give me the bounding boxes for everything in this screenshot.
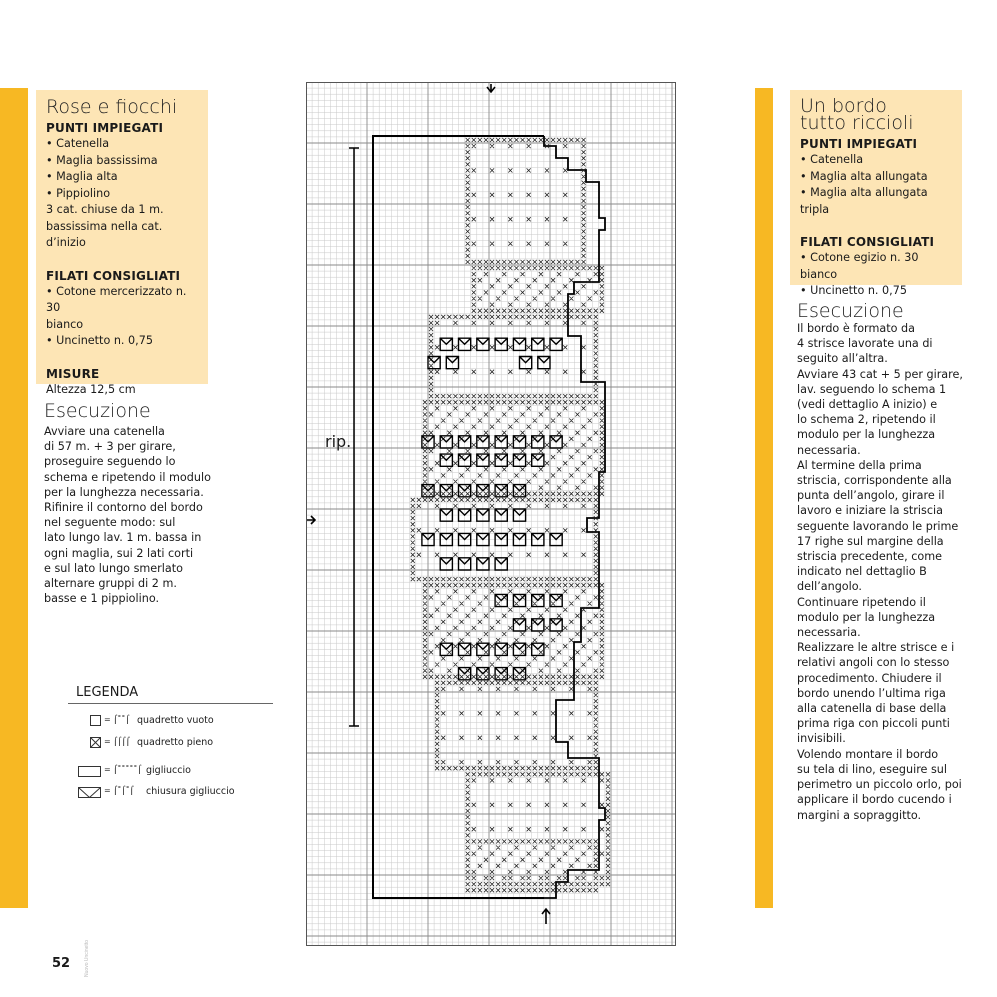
right-filati-heading: FILATI CONSIGLIATI: [800, 235, 935, 249]
left-accent-bar: [0, 88, 28, 908]
esecuzione-line: Il bordo è formato da: [797, 322, 915, 335]
right-info-box: [790, 90, 962, 297]
filet-chart: [306, 82, 676, 946]
filati-item: • Uncinetto n. 0,75: [46, 334, 153, 347]
esecuzione-line: proseguire seguendo lo: [44, 455, 176, 469]
punti-item: • Catenella: [800, 153, 864, 166]
legend-divider: [68, 703, 273, 704]
punti-item: bassissima nella cat. d’inizio: [46, 219, 163, 249]
esecuzione-line: alternare gruppi di 2 m.: [44, 577, 177, 591]
esecuzione-line: punta dell’angolo, girare il: [797, 489, 945, 503]
esecuzione-line: dell’angolo.: [797, 580, 862, 594]
esecuzione-line: lato lungo lav. 1 m. bassa in: [44, 531, 202, 545]
filati-item: • Cotone mercerizzato n. 30: [46, 284, 187, 314]
esecuzione-line: 4 strisce lavorate una di: [797, 337, 933, 351]
punti-item: • Maglia alta: [46, 170, 118, 183]
left-esecuzione-text: [44, 424, 211, 606]
page-number: 52: [52, 956, 71, 971]
esecuzione-line: Volendo montare il bordo: [797, 747, 939, 761]
esecuzione-line: lavoro e iniziare la striscia: [797, 504, 943, 518]
esecuzione-line: margini a sopraggitto.: [797, 808, 922, 822]
esecuzione-line: necessaria.: [797, 626, 861, 640]
esecuzione-line: invisibili.: [797, 732, 846, 746]
empty-square-icon: [90, 715, 102, 727]
punti-item: 3 cat. chiuse da 1 m.: [46, 203, 164, 216]
esecuzione-line: ogni maglia, sui 2 lati corti: [44, 546, 194, 560]
right-title-line-2: tutto riccioli: [800, 112, 914, 134]
right-title: [800, 95, 952, 134]
filled-square-icon: [90, 737, 102, 749]
right-punti-heading: PUNTI IMPIEGATI: [800, 137, 918, 151]
punti-item: • Maglia alta allungata: [800, 169, 928, 183]
legend-formula-filled: = ⌠⌠⌠⌠: [104, 737, 130, 746]
side-vertical-text: Nuovo Uncinetto: [84, 940, 90, 977]
esecuzione-line: seguente lavorando le prime: [797, 519, 959, 533]
esecuzione-line: Avviare una catenella: [44, 425, 165, 438]
punti-item: • Pippiolino: [46, 186, 111, 200]
left-filati-heading: FILATI CONSIGLIATI: [46, 268, 181, 283]
esecuzione-line: lo schema 2, ripetendo il: [797, 413, 936, 427]
esecuzione-line: relativi angoli con lo stesso: [797, 656, 950, 670]
esecuzione-line: basse e 1 pippiolino.: [44, 592, 160, 606]
filati-item: • Cotone egizio n. 30 bianco: [800, 251, 919, 281]
legend-formula-chiusura: = ⌠˚⌠˚⌠: [104, 786, 134, 795]
esecuzione-line: indicato nel dettaglio B: [797, 565, 927, 579]
esecuzione-line: striscia, corrispondente alla: [797, 474, 952, 488]
esecuzione-line: schema e ripetendo il modulo: [44, 470, 211, 484]
esecuzione-line: per la lunghezza necessaria.: [44, 485, 204, 499]
esecuzione-line: lav. seguendo lo schema 1: [797, 382, 947, 396]
right-punti-list: [800, 152, 952, 218]
esecuzione-line: seguito all’altra.: [797, 352, 888, 366]
legend-title: LEGENDA: [76, 685, 139, 700]
right-esecuzione-text: [797, 321, 963, 823]
esecuzione-line: applicare il bordo cucendo i: [797, 793, 952, 807]
gigliuccio-icon: [78, 766, 102, 778]
punti-item: • Maglia alta allungata tripla: [800, 186, 928, 216]
chiusura-gigliuccio-icon: [78, 787, 102, 799]
filati-item: • Uncinetto n. 0,75: [800, 284, 907, 297]
esecuzione-line: alla catenella di base della: [797, 702, 947, 716]
esecuzione-line: modulo per la lunghezza: [797, 428, 936, 442]
left-esecuzione-heading: Esecuzione: [44, 400, 151, 422]
esecuzione-line: Rifinire il contorno del bordo: [44, 501, 203, 515]
legend-label-empty: quadretto vuoto: [137, 715, 214, 726]
esecuzione-line: su tela di lino, eseguire sul: [797, 762, 948, 776]
legend-label-gigliuccio: gigliuccio: [146, 765, 191, 776]
right-esecuzione-heading: Esecuzione: [797, 300, 904, 322]
left-punti-list: [46, 136, 198, 252]
esecuzione-line: Avviare 43 cat + 5 per girare,: [797, 367, 963, 381]
right-filati-list: [800, 250, 952, 300]
esecuzione-line: 17 righe sul margine della: [797, 534, 944, 548]
left-filati-list: [46, 284, 198, 350]
left-punti-heading: PUNTI IMPIEGATI: [46, 121, 164, 135]
punti-item: • Catenella: [46, 137, 110, 150]
esecuzione-line: (vedi dettaglio A inizio) e: [797, 398, 938, 412]
esecuzione-line: striscia precedente, come: [797, 550, 943, 564]
chart-background: [306, 82, 676, 946]
esecuzione-line: bordo unendo l’ultima riga: [797, 686, 946, 700]
left-misure-heading: MISURE: [46, 366, 100, 381]
rep-label: rip.: [325, 432, 352, 451]
legend-formula-gigliuccio: = ⌠˚˚˚˚˚⌠: [104, 765, 142, 774]
esecuzione-line: necessaria.: [797, 443, 861, 457]
esecuzione-line: e sul lato lungo smerlato: [44, 561, 183, 575]
left-misure-list: [46, 382, 198, 399]
misure-item: Altezza 12,5 cm: [46, 382, 136, 396]
esecuzione-line: Realizzare le altre strisce e i: [797, 641, 955, 655]
legend-label-chiusura: chiusura gigliuccio: [146, 786, 235, 797]
esecuzione-line: perimetro un piccolo orlo, poi: [797, 778, 962, 792]
esecuzione-line: nel seguente modo: sul: [44, 516, 176, 530]
esecuzione-line: prima riga con piccoli punti: [797, 717, 950, 731]
esecuzione-line: Al termine della prima: [797, 458, 922, 472]
right-title-line-1: Un bordo: [800, 95, 887, 117]
legend-label-filled: quadretto pieno: [137, 737, 214, 748]
right-accent-bar: [755, 88, 773, 908]
esecuzione-line: di 57 m. + 3 per girare,: [44, 440, 176, 454]
filati-item: bianco: [46, 317, 84, 331]
legend-formula-empty: = ⌠˚˚⌠: [104, 715, 130, 724]
esecuzione-line: procedimento. Chiudere il: [797, 671, 942, 685]
left-info-box: [36, 90, 208, 396]
left-title: Rose e fiocchi: [46, 96, 178, 118]
esecuzione-line: modulo per la lunghezza: [797, 610, 936, 624]
punti-item: • Maglia bassissima: [46, 153, 158, 167]
esecuzione-line: Continuare ripetendo il: [797, 595, 926, 609]
